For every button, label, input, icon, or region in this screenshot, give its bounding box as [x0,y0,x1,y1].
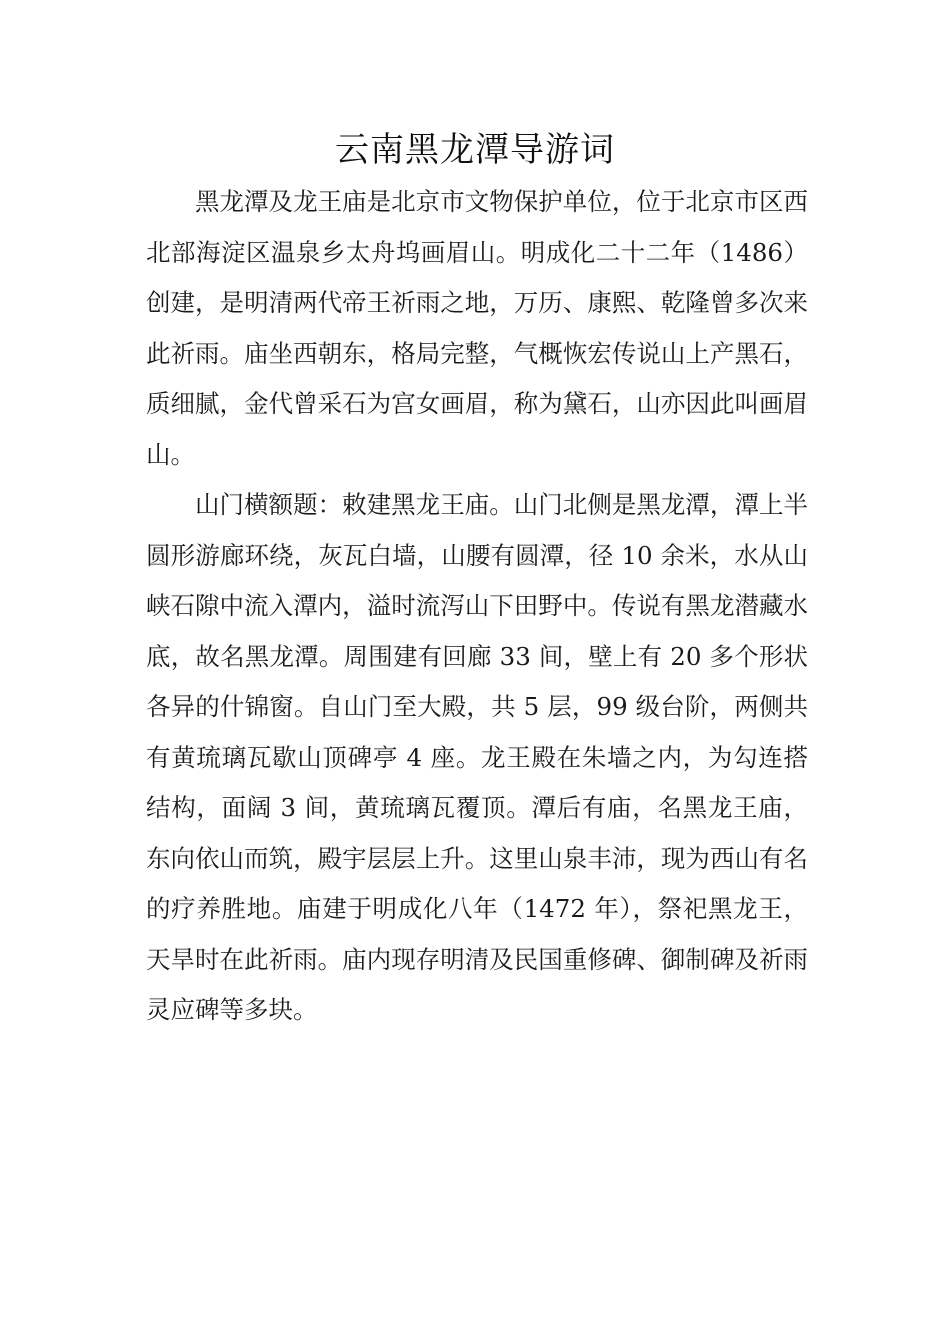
paragraph-1: 黑龙潭及龙王庙是北京市文物保护单位，位于北京市区西北部海淀区温泉乡太舟坞画眉山。明成化二十二年（1486）创建，是明清两代帝王祈雨之地，万历、康熙、乾隆曾多次来此祈雨。庙坐西朝东，格局完整，气概恢宏传说山上产黑石，质细腻，金代曾采石为宫女画眉，称为黛石，山亦因此叫画眉山。 [146,187,808,469]
document-body [146,177,808,1036]
paragraph-2: 山门横额题：敕建黑龙王庙。山门北侧是黑龙潭，潭上半圆形游廊环绕，灰瓦白墙，山腰有圆潭，径 10 余米，水从山峡石隙中流入潭内，溢时流泻山下田野中。传说有黑龙潜藏水底，故名黑龙潭。周围建有回廊 33 间，壁上有 20 多个形状各异的什锦窗。自山门至大殿，共 5 层，99 级台阶，两侧共有黄琉璃瓦歇山顶碑亭 4 座。龙王殿在朱墙之内，为勾连搭结构，面阔 3 间，黄琉璃瓦覆顶。潭后有庙，名黑龙王庙，东向依山而筑，殿宇层层上升。这里山泉丰沛，现为西山有名的疗养胜地。庙建于明成化八年（1472 年），祭祀黑龙王，天旱时在此祈雨。庙内现存明清及民国重修碑、御制碑及祈雨灵应碑等多块。 [146,490,808,1024]
document-title: 云南黑龙潭导游词 [335,130,615,170]
